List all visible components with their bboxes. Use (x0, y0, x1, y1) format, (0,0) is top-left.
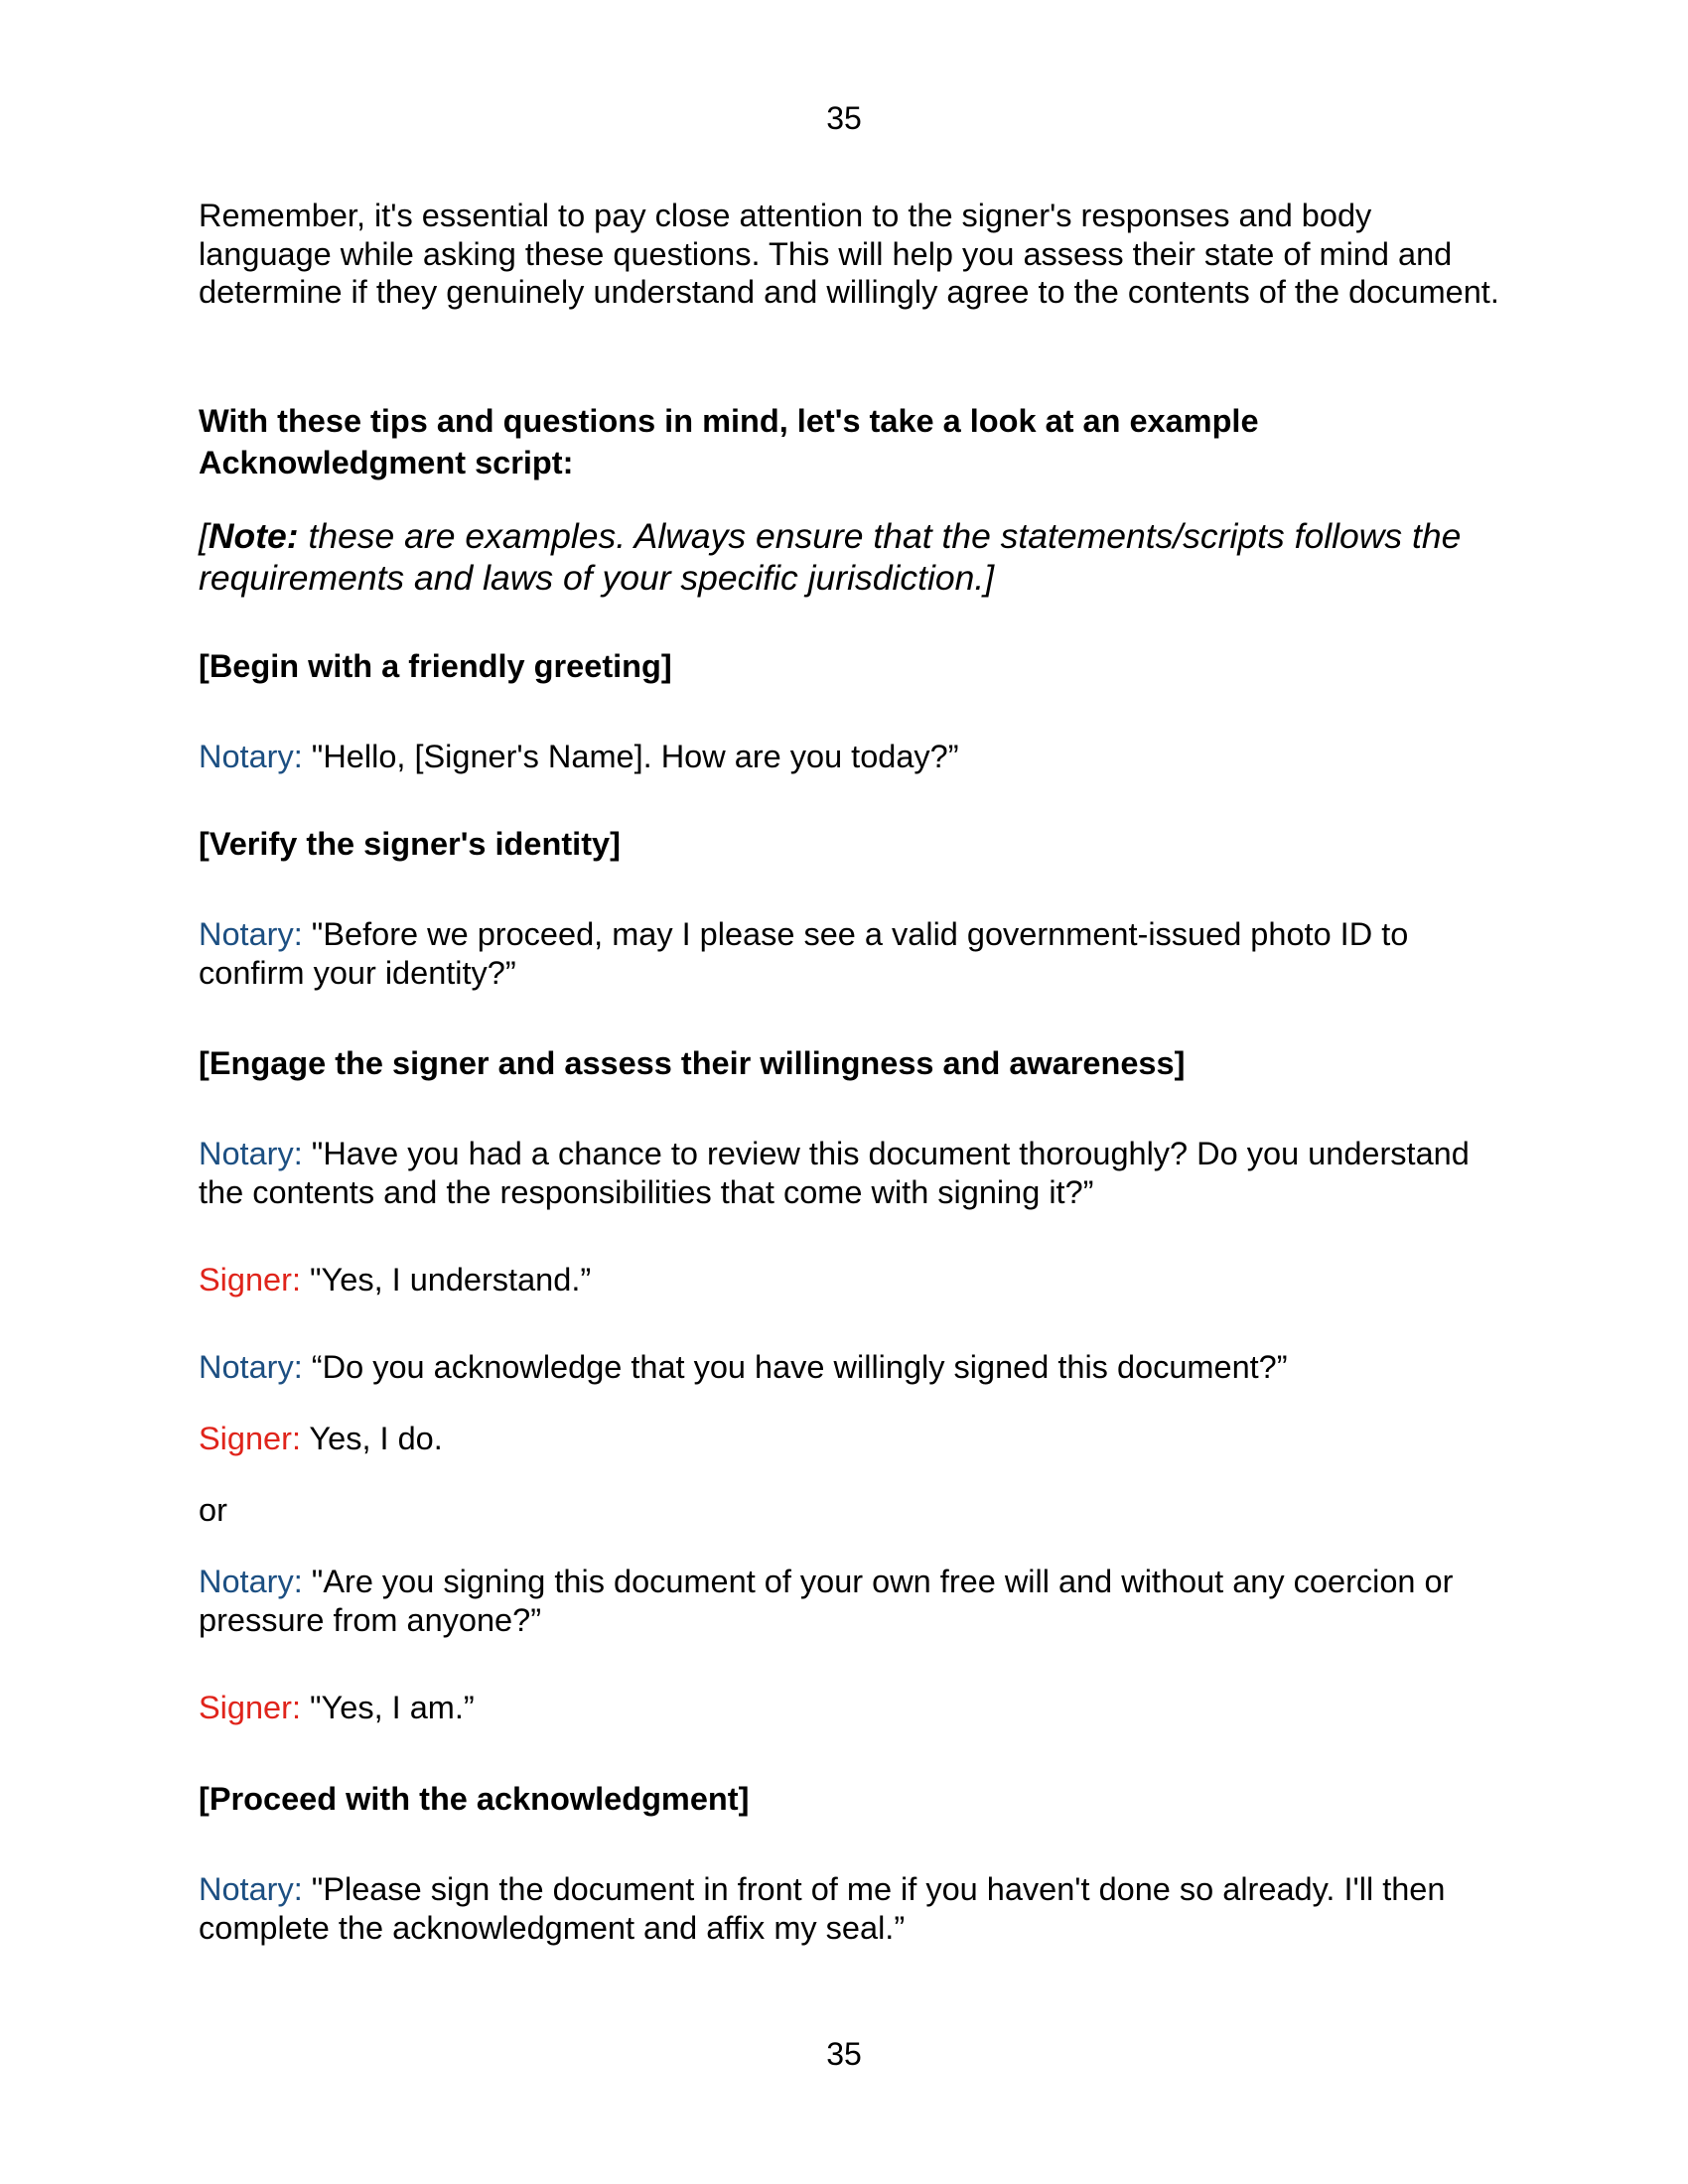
page-number-top: 35 (826, 100, 862, 136)
dialogue-line-engage-notary-1 (199, 1135, 1499, 1211)
dialogue-line-engage-signer-2 (199, 1420, 1499, 1458)
speaker-notary: Notary: (199, 739, 303, 774)
dialogue-text: "Please sign the document in front of me if you haven't done so already. I'll then complete the acknowledgment and affix my seal.” (199, 1871, 1446, 1946)
dialogue-text: Yes, I do. (300, 1421, 443, 1456)
section-heading-greeting: [Begin with a friendly greeting] (199, 648, 672, 684)
section-heading-proceed: [Proceed with the acknowledgment] (199, 1781, 750, 1817)
dialogue-line-engage-notary-3 (199, 1563, 1499, 1639)
speaker-notary: Notary: (199, 1136, 303, 1171)
page-number-bottom: 35 (826, 2036, 862, 2072)
speaker-notary: Notary: (199, 1564, 303, 1599)
dialogue-text: "Before we proceed, may I please see a valid government-issued photo ID to confirm your identity?” (199, 916, 1409, 991)
dialogue-text: "Have you had a chance to review this document thoroughly? Do you understand the contents and the responsibilities that come with signing it?” (199, 1136, 1470, 1210)
section-heading-engage: [Engage the signer and assess their willingness and awareness] (199, 1045, 1186, 1081)
dialogue-text: "Are you signing this document of your own free will and without any coercion or pressure from anyone?” (199, 1564, 1454, 1638)
speaker-signer: Signer: (199, 1262, 301, 1297)
dialogue-line-greeting (199, 738, 1499, 776)
note-label: Note: (208, 516, 299, 556)
example-heading: With these tips and questions in mind, let's take a look at an example Acknowledgment script: (199, 403, 1259, 480)
dialogue-line-engage-signer-3 (199, 1689, 1499, 1727)
speaker-signer: Signer: (199, 1690, 301, 1725)
dialogue-text: "Yes, I am.” (300, 1690, 475, 1725)
or-separator: or (199, 1492, 227, 1528)
note-open-bracket: [ (199, 516, 209, 556)
speaker-signer: Signer: (199, 1421, 301, 1456)
speaker-notary: Notary: (199, 1349, 303, 1385)
dialogue-line-engage-signer-1 (199, 1261, 1499, 1299)
speaker-notary: Notary: (199, 916, 303, 952)
note-text: these are examples. Always ensure that the statements/scripts follows the requirements and laws of your specific jurisdiction.] (199, 516, 1462, 598)
speaker-notary: Notary: (199, 1871, 303, 1907)
dialogue-line-proceed (199, 1870, 1499, 1947)
dialogue-text: “Do you acknowledge that you have willingly signed this document?” (302, 1349, 1288, 1385)
dialogue-text: "Yes, I understand.” (300, 1262, 592, 1297)
dialogue-line-verify (199, 915, 1499, 992)
jurisdiction-note (199, 516, 1499, 599)
dialogue-line-engage-notary-2 (199, 1348, 1499, 1387)
section-heading-verify: [Verify the signer's identity] (199, 826, 621, 862)
dialogue-text: "Hello, [Signer's Name]. How are you today?” (302, 739, 959, 774)
intro-paragraph: Remember, it's essential to pay close attention to the signer's responses and body language while asking these questions. This will help you assess their state of mind and determine if they genuinely understand and willingly agree to the contents of the document. (199, 198, 1499, 311)
